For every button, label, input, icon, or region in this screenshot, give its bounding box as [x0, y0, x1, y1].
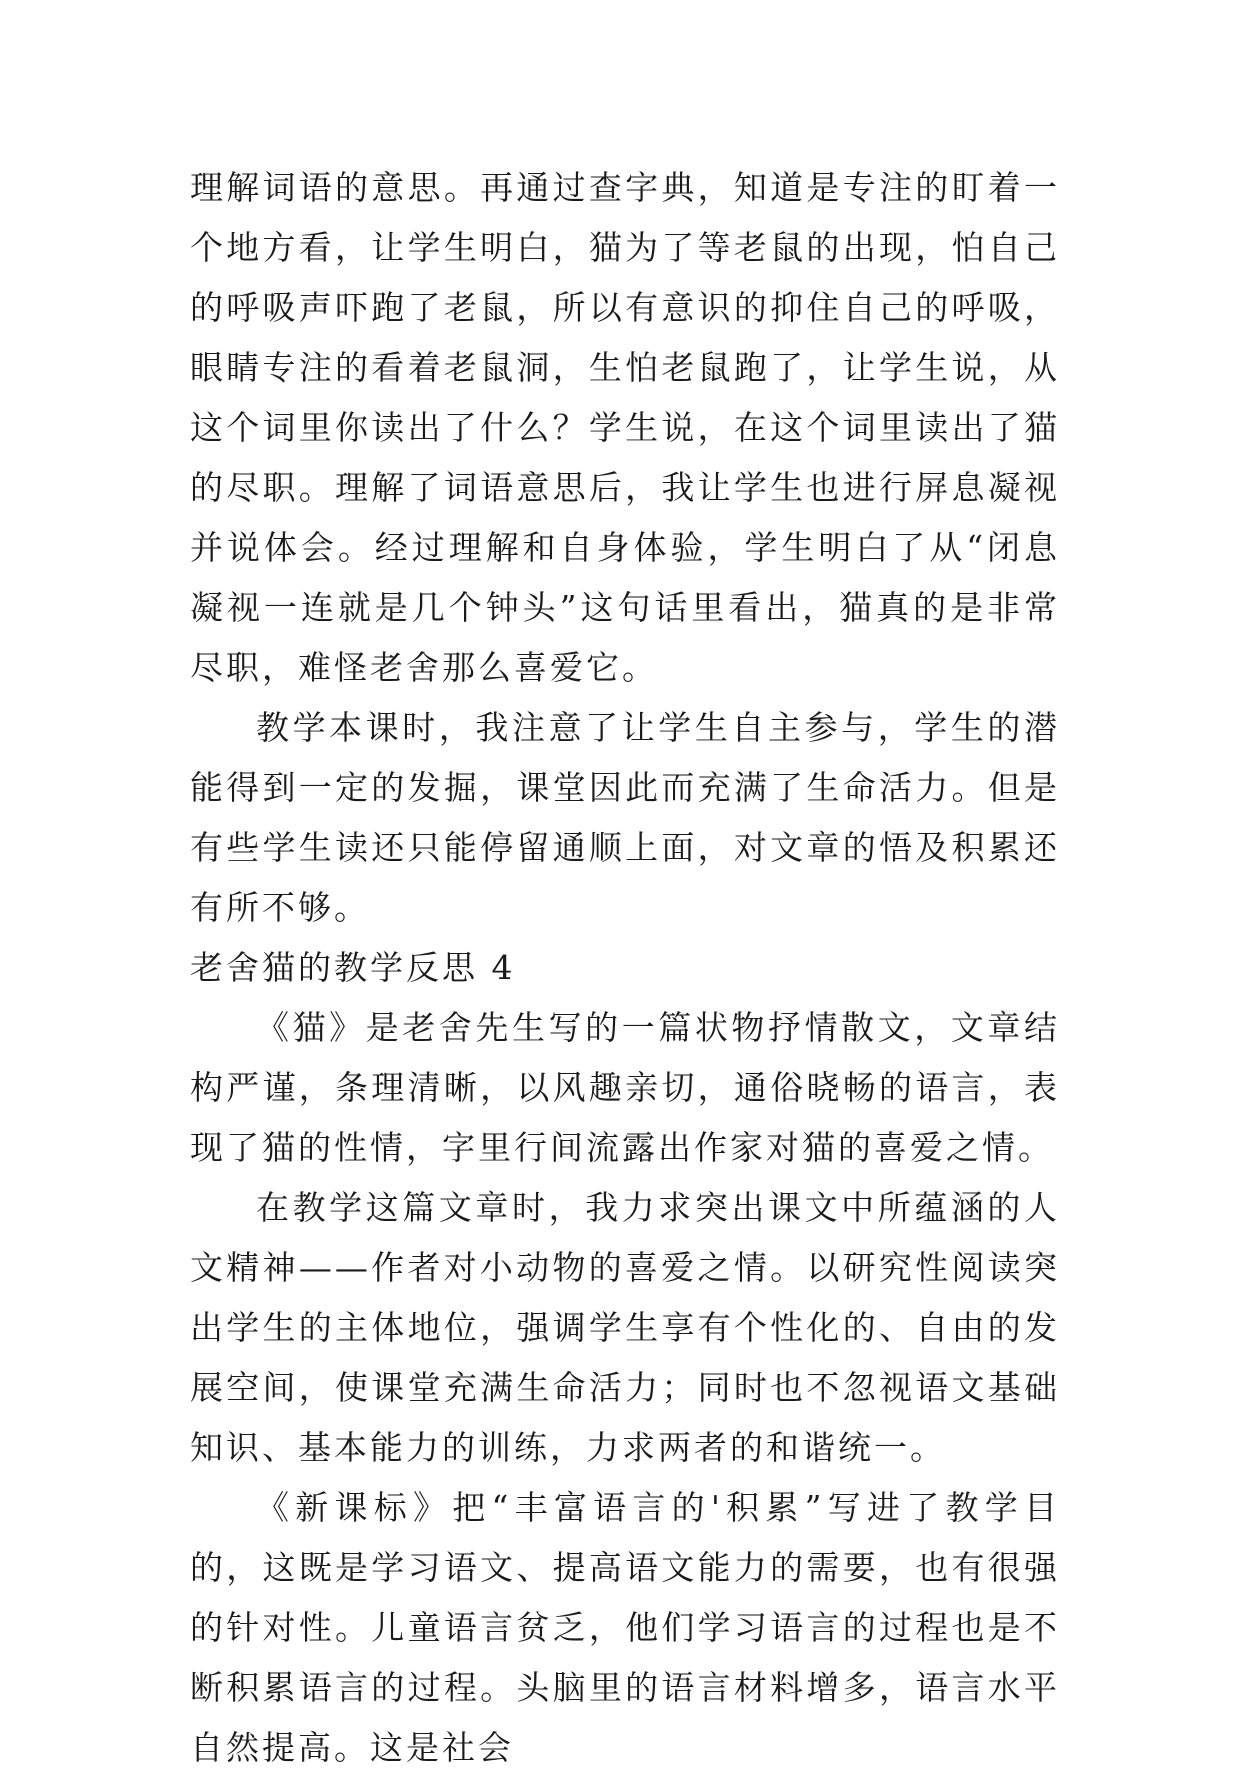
paragraph: 《新课标》把“丰富语言的'积累”写进了教学目的，这既是学习语文、提高语文能力的需要，也有很强的针对性。儿童语言贫乏，他们学习语言的过程也是不断积累语言的过程。头脑里的语言材料增多，语言水平自然提高。这是社会 [190, 1488, 1060, 1767]
document-body [190, 158, 1060, 1778]
section-heading: 老舍猫的教学反思 4 [190, 948, 516, 987]
paragraph: 教学本课时，我注意了让学生自主参与，学生的潜能得到一定的发掘，课堂因此而充满了生命活力。但是有些学生读还只能停留通顺上面，对文章的悟及积累还有所不够。 [190, 708, 1060, 927]
paragraph: 理解词语的意思。再通过查字典，知道是专注的盯着一个地方看，让学生明白，猫为了等老鼠的出现，怕自己的呼吸声吓跑了老鼠，所以有意识的抑住自己的呼吸，眼睛专注的看着老鼠洞，生怕老鼠跑了，让学生说，从这个词里你读出了什么？学生说，在这个词里读出了猫的尽职。理解了词语意思后，我让学生也进行屏息凝视并说体会。经过理解和自身体验，学生明白了从“闭息凝视一连就是几个钟头”这句话里看出，猫真的是非常尽职，难怪老舍那么喜爱它。 [190, 168, 1060, 687]
paragraph: 《猫》是老舍先生写的一篇状物抒情散文，文章结构严谨，条理清晰，以风趣亲切，通俗晓畅的语言，表现了猫的性情，字里行间流露出作家对猫的喜爱之情。 [190, 1008, 1060, 1167]
paragraph: 在教学这篇文章时，我力求突出课文中所蕴涵的人文精神——作者对小动物的喜爱之情。以研究性阅读突出学生的主体地位，强调学生享有个性化的、自由的发展空间，使课堂充满生命活力；同时也不忽视语文基础知识、基本能力的训练，力求两者的和谐统一。 [190, 1188, 1060, 1467]
